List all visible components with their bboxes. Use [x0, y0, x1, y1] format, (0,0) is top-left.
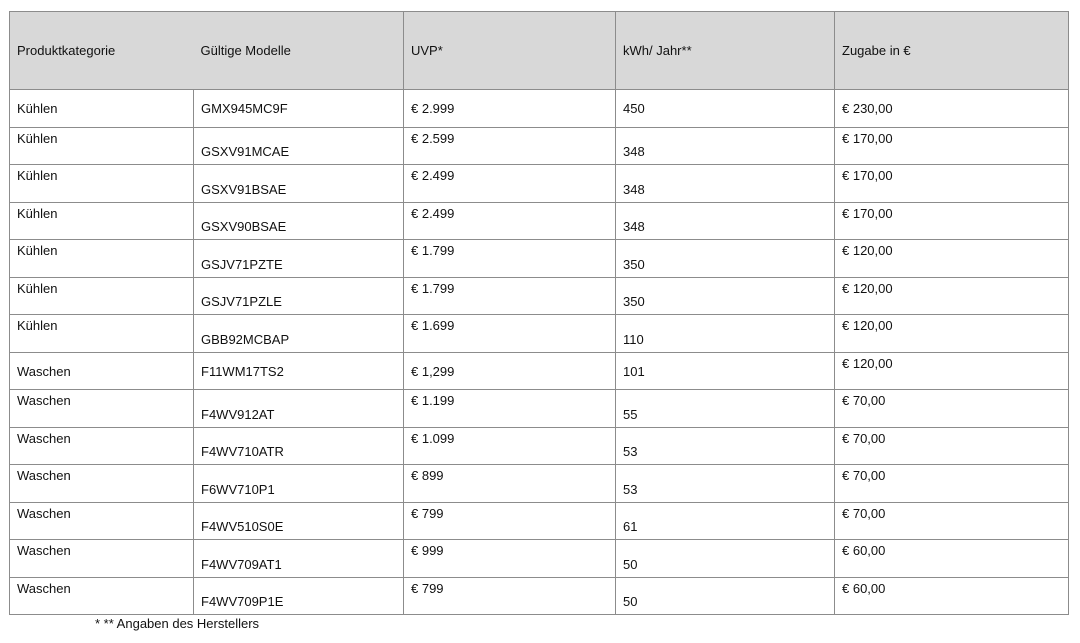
- table-row: [10, 427, 1069, 465]
- cell-text: Kühlen: [17, 205, 58, 221]
- cell-modell: [194, 90, 404, 128]
- cell-text: 53: [623, 444, 638, 459]
- cell-text: € 899: [411, 468, 444, 483]
- cell-text: Waschen: [17, 363, 71, 379]
- cell-text: 101: [623, 363, 645, 379]
- cell-uvp: [404, 315, 616, 353]
- cell-text: € 2.999: [411, 101, 455, 116]
- cell-text: € 999: [411, 543, 444, 558]
- cell-modell: [194, 202, 404, 240]
- header-kwh-jahr: kWh/ Jahr**: [616, 12, 835, 90]
- cell-text: GBB92MCBAP: [201, 331, 290, 347]
- cell-text: 55: [623, 406, 638, 422]
- cell-text: F6WV710P1: [201, 481, 275, 497]
- cell-produktkategorie: [10, 502, 194, 540]
- table-row: [10, 502, 1069, 540]
- cell-text: Waschen: [17, 430, 71, 446]
- cell-text: € 1.799: [411, 280, 455, 296]
- cell-zugabe: [835, 127, 1069, 165]
- cell-text: Kühlen: [17, 130, 58, 146]
- cell-text: 348: [623, 144, 645, 159]
- cell-uvp: [404, 240, 616, 278]
- table-row: [10, 465, 1069, 503]
- cell-uvp: [404, 502, 616, 540]
- table-row: [10, 165, 1069, 203]
- cell-text: € 120,00: [842, 355, 893, 371]
- cell-text: € 170,00: [842, 205, 893, 221]
- cell-modell: [194, 352, 404, 390]
- cell-text: € 170,00: [842, 130, 893, 146]
- cell-zugabe: [835, 390, 1069, 428]
- header-gueltige-modelle: Gültige Modelle: [194, 12, 404, 90]
- cell-kwh: [616, 465, 835, 503]
- cell-modell: [194, 315, 404, 353]
- cell-text: € 1.099: [411, 430, 455, 446]
- cell-zugabe: [835, 315, 1069, 353]
- cell-text: 450: [623, 101, 645, 116]
- header-produktkategorie: Produktkategorie: [10, 12, 194, 90]
- cell-produktkategorie: [10, 577, 194, 615]
- cell-produktkategorie: [10, 277, 194, 315]
- cell-modell: [194, 465, 404, 503]
- cell-text: F4WV510S0E: [201, 519, 284, 534]
- cell-text: 350: [623, 256, 645, 272]
- cell-text: 50: [623, 594, 638, 609]
- table-row: [10, 352, 1069, 390]
- cell-uvp: [404, 540, 616, 578]
- cell-produktkategorie: [10, 202, 194, 240]
- cell-modell: [194, 540, 404, 578]
- cell-kwh: [616, 90, 835, 128]
- cell-text: Waschen: [17, 468, 71, 483]
- cell-produktkategorie: [10, 465, 194, 503]
- cell-kwh: [616, 352, 835, 390]
- cell-uvp: [404, 127, 616, 165]
- cell-text: € 1.799: [411, 243, 455, 258]
- cell-zugabe: [835, 90, 1069, 128]
- table-row: [10, 277, 1069, 315]
- cell-text: € 230,00: [842, 101, 893, 116]
- cell-uvp: [404, 277, 616, 315]
- cell-zugabe: [835, 502, 1069, 540]
- cell-kwh: [616, 315, 835, 353]
- cell-text: Kühlen: [17, 101, 58, 116]
- cell-text: € 120,00: [842, 318, 893, 333]
- cell-text: € 70,00: [842, 430, 886, 446]
- cell-text: GMX945MC9F: [201, 101, 288, 116]
- cell-text: 50: [623, 556, 638, 572]
- cell-text: Waschen: [17, 393, 71, 408]
- table-row: [10, 90, 1069, 128]
- cell-zugabe: [835, 577, 1069, 615]
- cell-produktkategorie: [10, 90, 194, 128]
- table-row: [10, 390, 1069, 428]
- table-header-row: [10, 12, 1069, 90]
- cell-zugabe: [835, 277, 1069, 315]
- cell-kwh: [616, 240, 835, 278]
- cell-modell: [194, 165, 404, 203]
- cell-text: € 70,00: [842, 393, 886, 408]
- footnote: * ** Angaben des Herstellers: [95, 616, 260, 631]
- cell-text: € 1.699: [411, 318, 455, 333]
- cell-text: € 70,00: [842, 505, 886, 521]
- cell-kwh: [616, 390, 835, 428]
- cell-uvp: [404, 202, 616, 240]
- prize-table-container: [9, 11, 1068, 615]
- cell-kwh: [616, 427, 835, 465]
- table-row: [10, 240, 1069, 278]
- prize-table: [9, 11, 1069, 615]
- cell-zugabe: [835, 352, 1069, 390]
- cell-kwh: [616, 277, 835, 315]
- cell-produktkategorie: [10, 427, 194, 465]
- cell-text: 348: [623, 219, 645, 234]
- cell-modell: [194, 427, 404, 465]
- cell-produktkategorie: [10, 315, 194, 353]
- cell-text: € 60,00: [842, 543, 886, 558]
- cell-produktkategorie: [10, 127, 194, 165]
- cell-text: GSXV91BSAE: [201, 181, 287, 197]
- cell-text: € 799: [411, 580, 444, 596]
- cell-text: F11WM17TS2: [201, 363, 284, 379]
- cell-text: F4WV709AT1: [201, 556, 282, 572]
- cell-text: F4WV912AT: [201, 406, 275, 422]
- cell-text: 350: [623, 294, 645, 309]
- cell-uvp: [404, 352, 616, 390]
- cell-produktkategorie: [10, 165, 194, 203]
- cell-zugabe: [835, 202, 1069, 240]
- table-row: [10, 315, 1069, 353]
- cell-uvp: [404, 465, 616, 503]
- cell-kwh: [616, 540, 835, 578]
- cell-produktkategorie: [10, 352, 194, 390]
- cell-zugabe: [835, 427, 1069, 465]
- cell-text: Kühlen: [17, 243, 58, 258]
- cell-text: GSXV91MCAE: [201, 144, 290, 159]
- cell-uvp: [404, 390, 616, 428]
- header-zugabe: Zugabe in €: [835, 12, 1069, 90]
- cell-text: € 120,00: [842, 280, 893, 296]
- cell-text: 61: [623, 519, 638, 534]
- cell-uvp: [404, 90, 616, 128]
- cell-text: € 120,00: [842, 243, 893, 258]
- cell-text: € 170,00: [842, 168, 893, 183]
- cell-text: Kühlen: [17, 318, 58, 333]
- cell-produktkategorie: [10, 390, 194, 428]
- cell-modell: [194, 502, 404, 540]
- table-row: [10, 540, 1069, 578]
- cell-text: € 2.599: [411, 130, 455, 146]
- cell-modell: [194, 277, 404, 315]
- cell-text: F4WV710ATR: [201, 444, 284, 459]
- cell-text: GSXV90BSAE: [201, 219, 287, 234]
- cell-text: € 2.499: [411, 168, 455, 183]
- cell-text: 348: [623, 181, 645, 197]
- cell-zugabe: [835, 240, 1069, 278]
- cell-text: Waschen: [17, 505, 71, 521]
- table-row: [10, 202, 1069, 240]
- table-row: [10, 577, 1069, 615]
- cell-text: € 799: [411, 505, 444, 521]
- cell-uvp: [404, 577, 616, 615]
- table-row: [10, 127, 1069, 165]
- cell-kwh: [616, 165, 835, 203]
- header-uvp: UVP*: [404, 12, 616, 90]
- cell-zugabe: [835, 465, 1069, 503]
- cell-kwh: [616, 202, 835, 240]
- cell-text: € 2.499: [411, 205, 455, 221]
- cell-modell: [194, 577, 404, 615]
- cell-text: F4WV709P1E: [201, 594, 284, 609]
- cell-text: € 60,00: [842, 580, 886, 596]
- cell-text: 110: [623, 331, 644, 347]
- cell-text: Kühlen: [17, 280, 58, 296]
- cell-produktkategorie: [10, 540, 194, 578]
- cell-text: € 1.199: [411, 393, 455, 408]
- table-body: [10, 90, 1069, 615]
- cell-text: Waschen: [17, 580, 71, 596]
- cell-modell: [194, 127, 404, 165]
- cell-kwh: [616, 577, 835, 615]
- cell-text: € 70,00: [842, 468, 886, 483]
- cell-produktkategorie: [10, 240, 194, 278]
- cell-uvp: [404, 427, 616, 465]
- cell-text: 53: [623, 481, 638, 497]
- cell-text: GSJV71PZTE: [201, 256, 283, 272]
- cell-kwh: [616, 502, 835, 540]
- cell-text: Waschen: [17, 543, 71, 558]
- cell-modell: [194, 390, 404, 428]
- cell-zugabe: [835, 540, 1069, 578]
- cell-text: Kühlen: [17, 168, 58, 183]
- cell-modell: [194, 240, 404, 278]
- cell-text: GSJV71PZLE: [201, 294, 282, 309]
- cell-kwh: [616, 127, 835, 165]
- cell-uvp: [404, 165, 616, 203]
- cell-zugabe: [835, 165, 1069, 203]
- cell-text: € 1,299: [411, 363, 455, 379]
